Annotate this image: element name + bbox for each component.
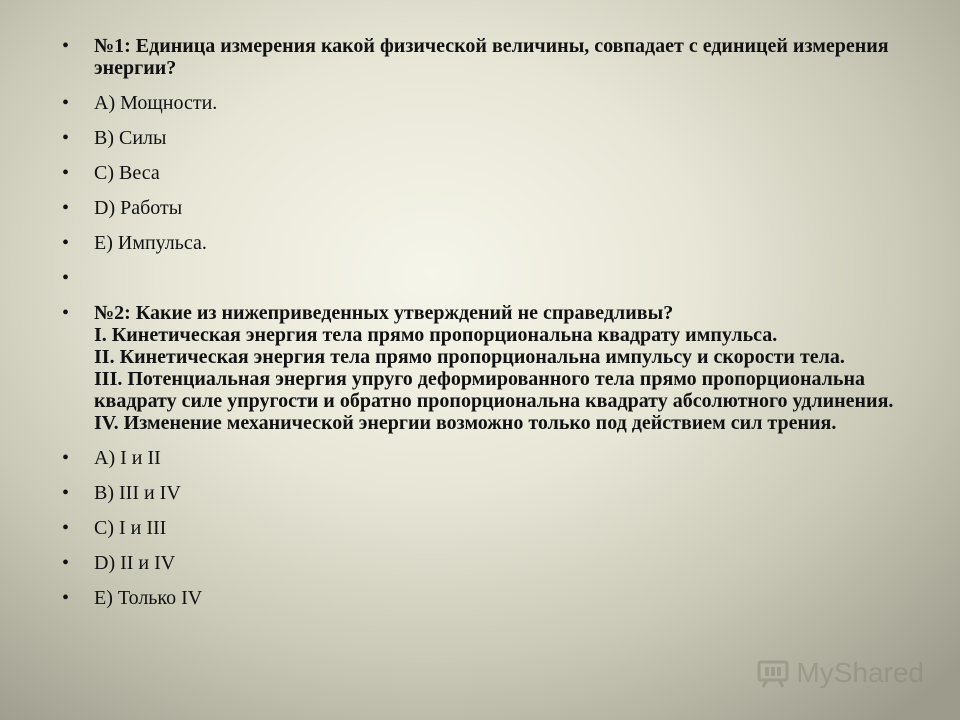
statement-4: IV. Изменение механической энергии возможно только под действием сил трения. xyxy=(94,412,837,434)
q1-option-c: • С) Веса xyxy=(68,162,918,184)
statement-1: I. Кинетическая энергия тела прямо пропорциональна квадрату импульса. xyxy=(94,324,778,346)
empty-bullet xyxy=(68,267,918,289)
statement-2: II. Кинетическая энергия тела прямо пропорциональна импульсу и скорости тела. xyxy=(94,346,845,368)
q1-option-b: • В) Силы xyxy=(68,127,918,149)
question-2-title: • №2: Какие из нижеприведенных утверждений не справедливы? xyxy=(94,302,674,324)
q2-option-d: • D) II и IV xyxy=(68,552,918,574)
watermark xyxy=(756,656,924,690)
watermark-text: MyShared xyxy=(796,657,924,688)
q1-option-e: • Е) Импульса. xyxy=(68,232,918,254)
question-1: • №1: Единица измерения какой физической величины, совпадает с единицей измерения энергии? xyxy=(68,35,918,79)
q2-option-b: • В) III и IV xyxy=(68,482,918,504)
q1-option-a: • А) Мощности. xyxy=(68,92,918,114)
q2-option-c: • С) I и III xyxy=(68,517,918,539)
q2-option-e: • Е) Только IV xyxy=(68,587,918,609)
bullet-list xyxy=(68,35,918,622)
q2-option-a: • А) I и II xyxy=(68,447,918,469)
q1-option-d: • D) Работы xyxy=(68,197,918,219)
question-2 xyxy=(68,302,918,434)
statement-3: III. Потенциальная энергия упруго деформированного тела прямо пропорциональна квадрату силе упругости и обратно пропорциональна квадрату абсолютного удлинения. xyxy=(94,368,894,412)
presentation-board-icon xyxy=(756,656,790,690)
